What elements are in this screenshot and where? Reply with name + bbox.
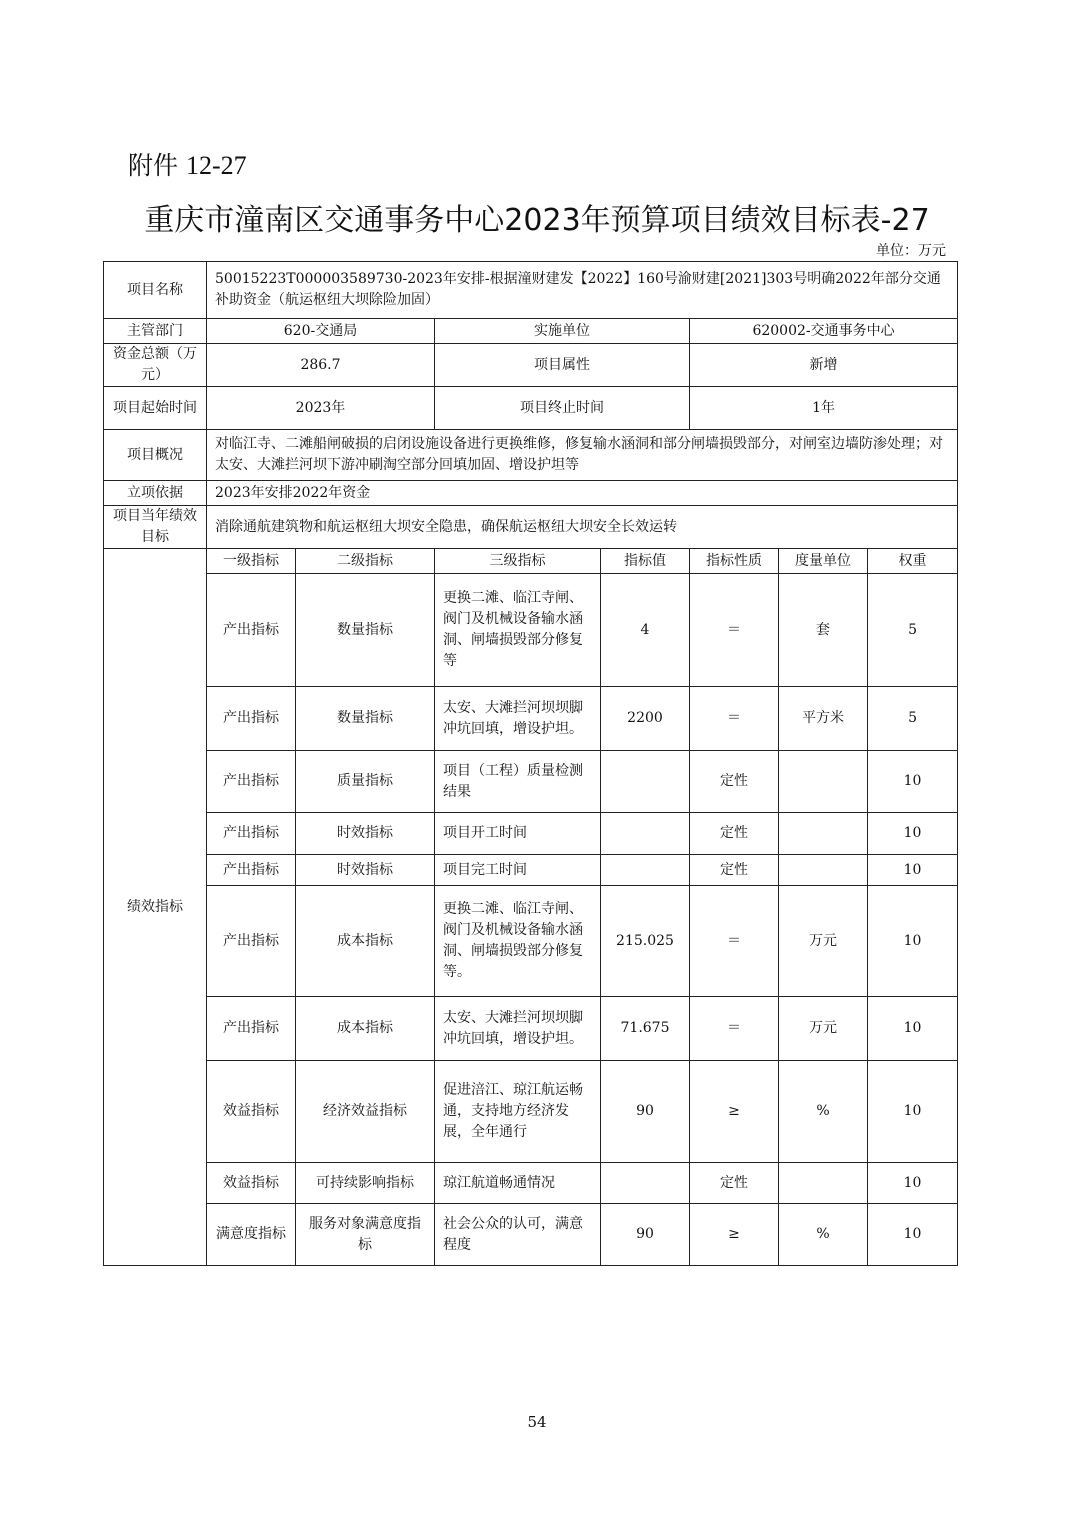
- attr-label: 项目属性: [435, 344, 690, 387]
- indicator-weight: 10: [868, 997, 958, 1061]
- indicator-unit: 套: [779, 574, 868, 687]
- indicator-value: [601, 1163, 690, 1204]
- header-cell: 一级指标: [207, 549, 296, 574]
- indicator-value: [601, 751, 690, 813]
- header-cell: 二级指标: [296, 549, 435, 574]
- indicator-value: [601, 813, 690, 855]
- indicator-level1: 效益指标: [207, 1163, 296, 1204]
- indicator-level2: 数量指标: [296, 574, 435, 687]
- indicator-nature: 定性: [690, 855, 779, 886]
- indicator-level3: 太安、大滩拦河坝坝脚冲坑回填，增设护坦。: [435, 997, 601, 1061]
- table-row: [104, 574, 958, 687]
- fund-label: 资金总额（万元）: [104, 344, 207, 387]
- indicator-nature: ＝: [690, 886, 779, 997]
- indicator-level3: 琼江航道畅通情况: [435, 1163, 601, 1204]
- indicator-unit: %: [779, 1204, 868, 1266]
- table-row: [104, 813, 958, 855]
- indicator-weight: 10: [868, 1163, 958, 1204]
- header-cell: 三级指标: [435, 549, 601, 574]
- page-title: 重庆市潼南区交通事务中心2023年预算项目绩效目标表-27: [144, 203, 930, 238]
- unit-note: 单位：万元: [876, 243, 946, 259]
- indicator-unit: 万元: [779, 886, 868, 997]
- indicator-nature: ≥: [690, 1061, 779, 1163]
- indicator-level1: 满意度指标: [207, 1204, 296, 1266]
- end-label: 项目终止时间: [435, 387, 690, 430]
- indicator-unit: %: [779, 1061, 868, 1163]
- fund-value: 286.7: [207, 344, 435, 387]
- table-row: [104, 687, 958, 751]
- header-cell: 权重: [868, 549, 958, 574]
- indicator-level1: 产出指标: [207, 813, 296, 855]
- indicator-unit: [779, 813, 868, 855]
- indicator-level1: 效益指标: [207, 1061, 296, 1163]
- indicator-unit: [779, 1163, 868, 1204]
- indicator-value: 215.025: [601, 886, 690, 997]
- indicator-weight: 5: [868, 574, 958, 687]
- indicator-level3: 更换二滩、临江寺闸、阀门及机械设备输水涵洞、闸墙损毁部分修复等: [435, 574, 601, 687]
- indicator-weight: 10: [868, 1204, 958, 1266]
- basis-label: 立项依据: [104, 481, 207, 506]
- indicator-value: 4: [601, 574, 690, 687]
- header-cell: 指标性质: [690, 549, 779, 574]
- indicator-value: [601, 855, 690, 886]
- indicator-level3: 项目（工程）质量检测结果: [435, 751, 601, 813]
- indicator-level2: 时效指标: [296, 813, 435, 855]
- indicator-unit: [779, 855, 868, 886]
- indicator-value: 71.675: [601, 997, 690, 1061]
- indicator-value: 90: [601, 1061, 690, 1163]
- start-value: 2023年: [207, 387, 435, 430]
- indicator-level1: 产出指标: [207, 855, 296, 886]
- indicator-value: 90: [601, 1204, 690, 1266]
- indicator-level2: 经济效益指标: [296, 1061, 435, 1163]
- indicator-level1: 产出指标: [207, 687, 296, 751]
- project-name: 50015223T000003589730-2023年安排-根据潼财建发【2022】160号渝财建[2021]303号明确2022年部分交通补助资金（航运枢纽大坝除险加固）: [207, 262, 958, 319]
- indicator-level1: 产出指标: [207, 886, 296, 997]
- indicator-nature: 定性: [690, 813, 779, 855]
- indicator-level1: 产出指标: [207, 574, 296, 687]
- indicator-nature: ≥: [690, 1204, 779, 1266]
- project-name-label: 项目名称: [104, 262, 207, 319]
- basis-value: 2023年安排2022年资金: [207, 481, 958, 506]
- impl-label: 实施单位: [435, 319, 690, 344]
- table-row: [104, 1061, 958, 1163]
- indicator-level1: 产出指标: [207, 751, 296, 813]
- dept-value: 620-交通局: [207, 319, 435, 344]
- header-cell: 度量单位: [779, 549, 868, 574]
- indicator-level2: 成本指标: [296, 886, 435, 997]
- indicator-weight: 10: [868, 751, 958, 813]
- end-value: 1年: [690, 387, 958, 430]
- start-label: 项目起始时间: [104, 387, 207, 430]
- table-row: [104, 886, 958, 997]
- indicator-nature: ＝: [690, 574, 779, 687]
- indicator-nature: ＝: [690, 997, 779, 1061]
- indicator-level2: 质量指标: [296, 751, 435, 813]
- impl-value: 620002-交通事务中心: [690, 319, 958, 344]
- indicator-level2: 时效指标: [296, 855, 435, 886]
- indicator-level3: 更换二滩、临江寺闸、阀门及机械设备输水涵洞、闸墙损毁部分修复等。: [435, 886, 601, 997]
- goal-label: 项目当年绩效目标: [104, 506, 207, 549]
- indicator-weight: 10: [868, 855, 958, 886]
- attr-value: 新增: [690, 344, 958, 387]
- dept-label: 主管部门: [104, 319, 207, 344]
- indicator-level1: 产出指标: [207, 997, 296, 1061]
- indicator-level2: 数量指标: [296, 687, 435, 751]
- performance-table: [103, 261, 958, 1266]
- indicator-level3: 项目完工时间: [435, 855, 601, 886]
- goal-value: 消除通航建筑物和航运枢纽大坝安全隐患，确保航运枢纽大坝安全长效运转: [207, 506, 958, 549]
- indicator-unit: 平方米: [779, 687, 868, 751]
- table-row: [104, 1163, 958, 1204]
- indicator-nature: 定性: [690, 751, 779, 813]
- attachment-label: 附件 12-27: [128, 151, 247, 180]
- indicator-nature: ＝: [690, 687, 779, 751]
- table-row: [104, 1204, 958, 1266]
- indicator-level2: 可持续影响指标: [296, 1163, 435, 1204]
- perf-section-label: 绩效指标: [104, 549, 207, 1266]
- indicator-level3: 太安、大滩拦河坝坝脚冲坑回填，增设护坦。: [435, 687, 601, 751]
- indicator-level2: 成本指标: [296, 997, 435, 1061]
- indicator-level3: 社会公众的认可，满意程度: [435, 1204, 601, 1266]
- indicator-weight: 10: [868, 1061, 958, 1163]
- indicator-weight: 10: [868, 886, 958, 997]
- page-number: 54: [527, 1413, 547, 1431]
- overview-label: 项目概况: [104, 430, 207, 481]
- indicator-unit: 万元: [779, 997, 868, 1061]
- indicator-level3: 项目开工时间: [435, 813, 601, 855]
- indicator-weight: 5: [868, 687, 958, 751]
- table-row: [104, 997, 958, 1061]
- indicator-weight: 10: [868, 813, 958, 855]
- indicator-level2: 服务对象满意度指标: [296, 1204, 435, 1266]
- indicator-level3: 促进涪江、琼江航运畅通，支持地方经济发展，全年通行: [435, 1061, 601, 1163]
- indicator-nature: 定性: [690, 1163, 779, 1204]
- indicator-value: 2200: [601, 687, 690, 751]
- table-row: [104, 855, 958, 886]
- header-cell: 指标值: [601, 549, 690, 574]
- indicator-unit: [779, 751, 868, 813]
- table-row: [104, 751, 958, 813]
- overview-value: 对临江寺、二滩船闸破损的启闭设施设备进行更换维修，修复输水涵洞和部分闸墙损毁部分，对闸室边墙防渗处理；对太安、大滩拦河坝下游冲刷淘空部分回填加固、增设护坦等: [207, 430, 958, 481]
